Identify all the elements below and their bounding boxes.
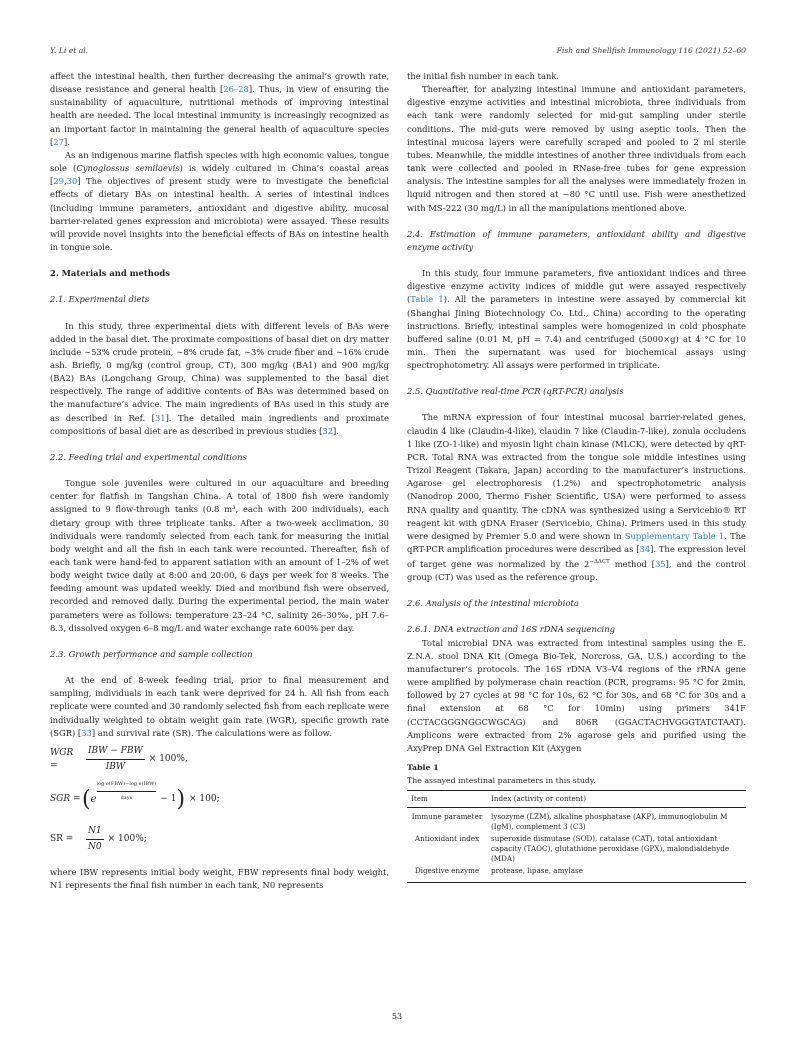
citation-link[interactable]: 27 xyxy=(53,136,64,147)
subsection-heading: 2.5. Quantitative real-time PCR (qRT-PCR) analysis xyxy=(407,386,624,397)
subsection-heading: 2.3. Growth performance and sample collection xyxy=(50,648,253,659)
equation-wgr xyxy=(50,740,389,780)
fraction xyxy=(86,745,145,774)
paragraph-growth xyxy=(50,674,389,740)
denominator: N0 xyxy=(88,842,102,853)
text: ]. xyxy=(333,425,339,436)
table-cell-index: superoxide dismutase (SOD), catalase (CAT), total antioxidant capacity (TAOC), glutathione peroxidase (GPX), malondialdehyde (MDA) xyxy=(491,834,730,864)
table-cell-item: Digestive enzyme xyxy=(414,866,480,876)
paragraph-assays xyxy=(407,267,746,372)
table-header-row xyxy=(407,791,746,808)
text: method [ xyxy=(609,558,655,569)
citation-link[interactable]: 26–28 xyxy=(223,84,249,95)
table-cell-index: lysozyme (LZM), alkaline phosphatase (AKP), immunoglobulin M (IgM), complement 3 (C3) xyxy=(491,812,728,832)
equation-label: WGR = xyxy=(50,747,74,771)
running-header-journal: Fish and Shellfish Immunology 116 (2021) 52–60 xyxy=(556,46,746,55)
citation-link[interactable]: 30 xyxy=(66,176,78,187)
numerator: IBW − FBW xyxy=(86,745,145,760)
paragraph-feeding-trial: Tongue sole juveniles were cultured in our aquaculture and breeding center for flatfish in Tangshan China. A total of 1800 fish were randomly assigned to 9 flow-through tanks (0.8 m³, each with 200 individuals), each dietary group with three triplicate tanks. After a two-week acclimation, 30 individuals were randomly selected from each tank for measuring the initial body weight and all the fish in each tank were recounted. Thereafter, fish of each tank were hand-fed to apparent satiation with an amount of 1–2% of wet body weight twice daily at 8:00 and 20:00, 6 days per week for 8 weeks. The feeding amount was updated weekly. Died and moribund fish were observed, recorded and removed daily. During the experimental period, the main water parameters were as follows: temperature 23–24 °C, salinity 26–30‰, pH 7.6–8.3, dissolved oxygen 6–8 mg/L and water exchange rate 600% per day. xyxy=(50,478,389,633)
citation-link[interactable]: 32 xyxy=(322,425,334,436)
column-header-index: Index (activity or content) xyxy=(491,794,587,804)
exponent-denominator: days xyxy=(120,795,133,802)
subsection-heading: 2.2. Feeding trial and experimental conditions xyxy=(50,451,247,462)
citation-link[interactable]: 31 xyxy=(154,412,166,423)
equation-sr xyxy=(50,820,389,860)
text: ] and survival rate (SR). The calculations were as follow. xyxy=(91,727,332,738)
running-header-authors: Y. Li et al. xyxy=(50,46,89,55)
table-title: Table 1 xyxy=(407,762,439,772)
right-column xyxy=(407,70,746,883)
subsection-heading: 2.1. Experimental diets xyxy=(50,294,150,305)
citation-link[interactable]: 33 xyxy=(81,727,92,738)
paragraph-continued: the initial fish number in each tank. xyxy=(407,71,560,81)
paragraph-dna-extraction: Total microbial DNA was extracted from intestinal samples using the E. Z.N.A. stool DNA Kit (Omega Bio-Tek, Norcross, GA, U.S.) according to the manufacturer’s protocols. The 16S rDNA V3–V4 regions of the rRNA gene were amplified by polymerase chain reaction (PCR, programs: 95 °C for 2min, followed by 27 cycles at 98 °C for 10s, 62 °C for 30s, and 68 °C for 30s and a final extension at 68 °C for 10min) using primers 341F (CCTACGGGNGGCWGCAG) and 806R (GGACTACHVGGGTATCTAAT). Amplicons were extracted from 2% agarose gels and purified using the AxyPrep DNA Gel Extraction Kit (Axygen xyxy=(407,637,746,753)
section-heading: 2. Materials and methods xyxy=(50,268,170,279)
paragraph-qrt-pcr xyxy=(407,411,746,584)
citation-link[interactable]: 35 xyxy=(654,558,666,569)
equation-label: SR = xyxy=(50,834,74,845)
parameters-table xyxy=(407,790,746,883)
text: ]. The expression level of target gene was normalized by the 2 xyxy=(407,544,746,569)
text: The mRNA expression of four intestinal mucosal barrier-related genes, claudin 4 like (Claudin-4-like), claudin 7 like (Claudin-7-like), zonula occludens 1 like (ZO-1-like) and myosin light chain kinase (MLCK), were detected by qRT-PCR. Total RNA was extracted from the tongue sole middle intestines using Trizol Reagent (Takara, Japan) according to the manufacturer’s instructions. Agarose gel electrophoresis (1.2%) and spectrophotometric analysis (Nanodrop 2000, Thermo Fisher Scientific, USA) were performed to assess RNA quality and quantity. The cDNA was synthesized using a Servicebio® RT reagent kit with gDNA Eraser (Servicebio, China). Primers used in this study were designed by Premier 5.0 and were shown in xyxy=(407,412,746,541)
superscript: −ΔΔCT xyxy=(589,559,610,566)
text: ], and the control group (CT) was used as the reference group. xyxy=(407,558,746,583)
equation-label: SGR = xyxy=(50,794,81,805)
text: ) is widely cultured in China’s coastal areas [ xyxy=(50,163,389,187)
left-paren: ( xyxy=(82,786,91,812)
paragraph-intro-continued xyxy=(50,70,389,149)
text: ]. xyxy=(63,136,70,147)
equation-sgr xyxy=(50,780,389,820)
numerator: N1 xyxy=(86,825,104,840)
exponent xyxy=(97,778,157,805)
text: In this study, three experimental diets with different levels of BAs were added in the basal diet. The proximate compositions of basal diet on dry matter include ∼53% crude protein, ∼8% crude fat, ∼3% crude fiber and ∼16% crude ash. Briefly, 0 mg/kg (control group, CT), 300 mg/kg (BA1) and 900 mg/kg (BA2) BAs (Longchang Group, China) was supplemented to the basal diet respectively. The range of additive contents of BAs was determined based on the manufacture’s advice. The main ingredients of BAs used in this study are as described in Ref. [ xyxy=(50,320,389,423)
supplementary-link[interactable]: Supplementary Table 1 xyxy=(624,530,725,541)
text: In this study, four immune parameters, five antioxidant indices and three digestive enzyme activity indices of middle gut were assayed respectively ( xyxy=(407,268,746,305)
text: As an indigenous marine flatfish species with high economic values, tongue sole ( xyxy=(50,149,389,174)
paragraph-sampling: Thereafter, for analyzing intestinal immune and antioxidant parameters, digestive enzyme activities and intestinal microbiota, three individuals from each tank were randomly selected for mid-gut sampling under sterile conditions. The mid-guts were removed by using aseptic tools. Then the intestinal mucosa layers were carefully scraped and pooled to 2 ml sterile tubes. Meanwhile, the middle intestines of another three individuals from each tank were collected and pooled in RNase-free tubes for gene expression analysis. The intestine samples for all the analyses were immediately frozen in liquid nitrogen and then stored at −80 °C until use. Fish were anesthetized with MS-222 (30 mg/L) in all the manipulations mentioned above. xyxy=(407,84,746,213)
text: , xyxy=(63,176,67,187)
text: . The qRT-PCR amplification procedures were described as [ xyxy=(407,530,747,554)
subsection-heading: 2.4. Estimation of immune parameters, antioxidant ability and digestive enzyme activity xyxy=(407,228,746,252)
paragraph-definitions: where IBW represents initial body weight, FBW represents final body weight, N1 represents the final fish number in each tank, N0 represents xyxy=(50,866,389,891)
table-caption: The assayed intestinal parameters in this study. xyxy=(407,776,596,786)
table-cell-item: Immune parameter xyxy=(411,812,483,822)
table-row xyxy=(407,833,746,865)
exponent-base: e xyxy=(90,794,97,806)
text: affect the intestinal health, then further decreasing the animal’s growth rate, disease resistance and general health [ xyxy=(50,71,389,95)
text: ). All the parameters in intestine were assayed by commercial kit (Shanghai Jining Biotechnology Co. Ltd., China) according to the operating instructions. Briefly, intestinal samples were homogenized in cold phosphate buffered saline (0.01 M, pH = 7.4) and centrifuged (5000×g) at 4 °C for 10 min. Then the supernatant was used for biochemical assays using spectrophotometry. All assays were performed in triplicate. xyxy=(407,294,746,371)
table-cell-index: protease, lipase, amylase xyxy=(491,866,583,876)
text: ]. The detailed main ingredients and proximate compositions of basal diet are as described in previous studies [ xyxy=(50,412,389,436)
equation-tail: × 100%, xyxy=(148,754,188,765)
right-paren: ) xyxy=(176,786,186,812)
equation-tail: × 100; xyxy=(189,794,220,805)
equation-minus-one: − 1 xyxy=(160,794,177,805)
paragraph-objectives xyxy=(50,149,389,254)
text: ]. Thus, in view of ensuring the sustainability of aquaculture, nutritional methods of improving intestinal health are needed. The local intestinal immunity is increasingly recognized as an important factor in maintaining the general health of aquaculture species [ xyxy=(50,84,389,147)
left-column xyxy=(50,70,389,892)
page-number: 53 xyxy=(391,1012,403,1021)
table-cell-item: Antioxidant index xyxy=(414,834,480,844)
column-header-item: Item xyxy=(411,794,428,804)
table-row xyxy=(407,808,746,834)
text: ] The objectives of present study were to investigate the beneficial effects of dietary BAs on intestinal health. A series of intestinal indices (including immune parameters, antioxidant and digestive ability, mucosal barrier-related genes expression and microbiota) were assayed. These results will provide novel insights into the beneficial effects of BAs on intestine health in tongue sole. xyxy=(50,176,389,253)
exponent-numerator: log e(FBW)−log e(IBW) xyxy=(97,778,157,792)
paragraph-diets xyxy=(50,320,389,438)
subsection-heading: 2.6. Analysis of the intestinal microbiota xyxy=(407,598,579,609)
text: At the end of 8-week feeding trial, prior to final measurement and sampling, individuals in each tank were deprived for 24 h. All fish from each replicate were counted and 30 randomly selected fish from each replicate were individually weighted to obtain weight gain rate (WGR), specific growth rate (SGR) [ xyxy=(50,675,389,738)
subsubsection-heading: 2.6.1. DNA extraction and 16S rDNA sequencing xyxy=(407,624,615,635)
denominator: IBW xyxy=(105,762,126,773)
table-link[interactable]: Table 1 xyxy=(410,294,444,305)
citation-link[interactable]: 34 xyxy=(639,544,651,554)
species-name: Cynoglossus semilaevis xyxy=(76,163,180,174)
table-row xyxy=(407,865,746,883)
citation-link[interactable]: 29 xyxy=(53,176,64,187)
fraction xyxy=(86,825,104,854)
equation-tail: × 100%; xyxy=(107,834,147,845)
